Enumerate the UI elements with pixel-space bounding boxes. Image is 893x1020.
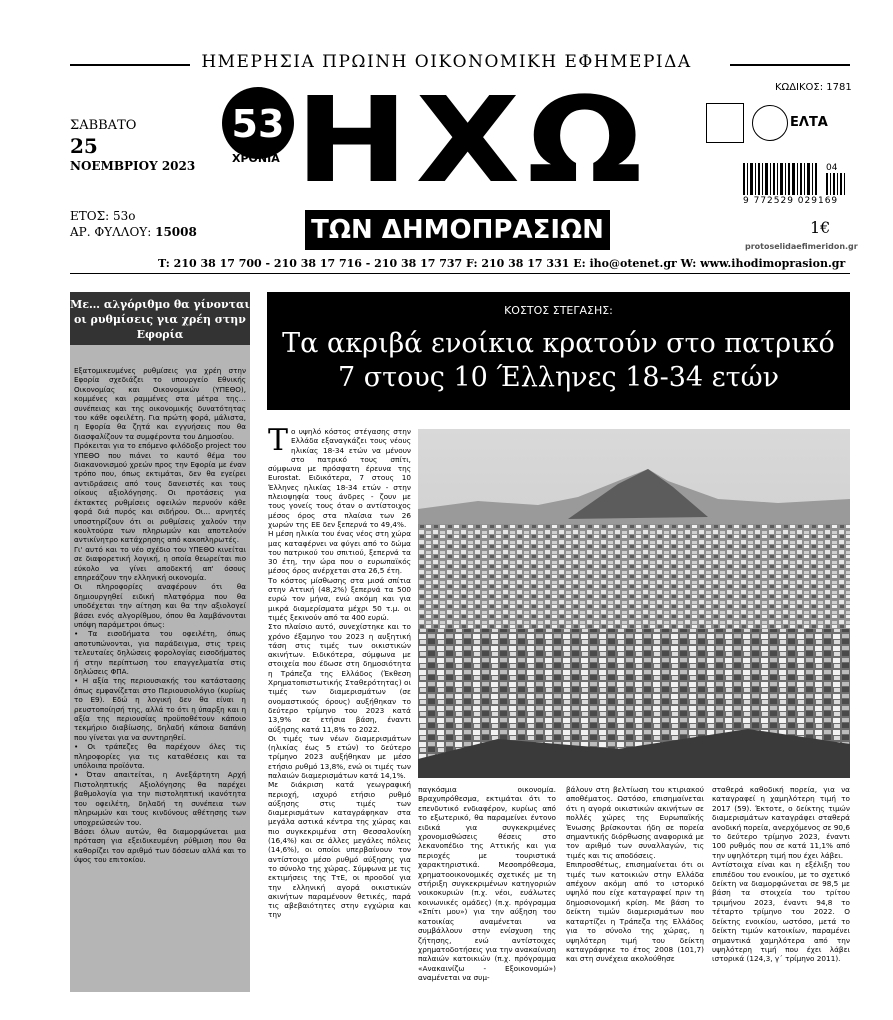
elta-logo: ΕΛΤΑ	[790, 115, 828, 130]
newspaper-logo: ΗΧΩ	[295, 71, 650, 209]
athens-cityscape-photo	[418, 429, 850, 778]
watermark: protoselidaefimeridon.gr	[745, 242, 858, 251]
postage-paid-stamp	[706, 103, 744, 143]
lead-paragraph: Επιπροσθέτως, επισημαίνεται ότι οι τιμές των κατοικιών στην Ελλάδα απέχουν ακόμη από το ιστορικό υψηλό που είχε καταγραφεί πριν τη δημοσιονομική κρίση. Με βάση το δείκτη τιμών διαμερισμάτων που καταρτίζει η Τράπεζα της Ελλάδος για το σύνολο της χώρας, η υψηλότερη τιμή του δείκτη καταγράφηκε το έτος 2008 (101,7) και στη συνέχεια ακολούθησε	[566, 860, 704, 964]
lead-paragraph: σταθερά καθοδική πορεία, για να καταγραφεί η χαμηλότερη τιμή το 2017 (59). Έκτοτε, ο δείκτης τιμών διαμερισμάτων καταγράφει σταθερά ανοδική πορεία, ανερχόμενος σε 90,6 το δεύτερο τρίμηνο 2023, έναντι 100 ρυθμός που σε κατά 11,1% από την υψηλότερη τιμή που έχει λάβει.	[712, 785, 850, 860]
lead-headline-line1: Τα ακριβά ενοίκια κρατούν στο πατρικό	[282, 328, 835, 359]
lead-column-2: παγκόσμια οικονομία. Βραχυπρόθεσμα, εκτιμάται ότι το επενδυτικό ενδιαφέρον, κυρίως από το εξωτερικό, θα παραμείνει έντονο ειδικά για συγκεκριμένες χρονομισθώσεις θέσεις στο λεκανοπέδιο της Αττικής και για περιοχές με τουριστικά χαρακτηριστικά. Μεσοπρόθεσμα, χρηματοοικονομικές σχετικές με τη στήριξη συγκεκριμένων κατηγοριών νοικοκυριών (π.χ. νέοι, ευάλωτες κοινωνικές ομάδες) (π.χ. πρόγραμμα «Σπίτι μου») για την αύξηση του κατοικίας αναμένεται να συμβάλλουν στην ενίσχυση της ζήτησης, ενώ αντίστοιχες χρηματοδοτήσεις για την ανακαίνιση παλαιών κατοικιών (π.χ. πρόγραμμα «Ανακαινίζω - Εξοικονομώ») αναμένεται να συμ-	[418, 785, 556, 983]
lead-paragraph: Στο πλαίσιο αυτό, συνεχίστηκε και το χρόνο έξαμηνο του 2023 η αυξητική τάση στις τιμές των οικιστικών ακινήτων. Ειδικότερα, σύμφωνα με στοιχεία που έδωσε στη δημοσιότητα η Τράπεζα της Ελλάδος (Έκθεση Χρηματοπιστωτικής Σταθερότητας) οι τιμές των διαμερισμάτων (σε ονομαστικούς όρους) αυξήθηκαν το δεύτερο τρίμηνο του 2023 κατά 13,9% σε ετήσια βάση, έναντι αύξησης κατά 11,8% το 2022.	[268, 622, 411, 734]
lead-headline-box	[267, 292, 850, 410]
barcode-addon-number: 04	[826, 163, 838, 173]
month-year: ΝΟΕΜΒΡΙΟΥ 2023	[70, 159, 196, 173]
sidebar-paragraph: • Όταν απαιτείται, η Ανεξάρτητη Αρχή Πιστοληπτικής Αξιολόγησης θα παρέχει βαθμολογία για την πιστοληπτική ικανότητα του οφειλέτη, δηλαδή τη συνέπεια των πληρωμών και τους κινδύνους αθέτησης των υποχρεώσεών του.	[74, 770, 246, 827]
lead-paragraph: Αντίστοιχα είναι και η εξέλιξη του επιπέδου του ενοικίου, με το σχετικό δείκτη να διαμορφώνεται σε 98,5 με βάση τα στοιχεία του τρίτου τριμήνου 2023, έναντι 94,8 το τέταρτο τρίμηνο του 2022. Ο δείκτης ενοικίου, ωστόσο, μετά το δείκτη τιμών κατοικίων, παραμένει σημαντικά χαμηλότερα από την υψηλότερη τιμή που έχει λάβει ιστορικά (124,3, γ΄ τρίμηνο 2011).	[712, 860, 850, 964]
day: 25	[70, 134, 98, 158]
issue-meta	[70, 208, 197, 240]
price: 1€	[810, 218, 831, 237]
sidebar-paragraph: Οι πληροφορίες αναφέρουν ότι θα δημιουργηθεί ειδική πλατφόρμα που θα υποδέχεται την αίτηση και θα την αξιολογεί βάσει ενός αλγορίθμου, όπου θα λαμβάνονται υπόψη παράμετροι όπως:	[74, 582, 246, 629]
dropcap: Τ	[268, 423, 289, 458]
sidebar-headline: Με… αλγόριθμο θα γίνονται οι ρυθμίσεις για χρέη στην Εφορία	[70, 292, 250, 345]
date-block	[70, 118, 195, 174]
contact-rule	[70, 273, 850, 274]
sidebar-paragraph: Εξατομικευμένες ρυθμίσεις για χρέη στην Εφορία σχεδιάζει το υπουργείο Εθνικής Οικονομίας και Οικονομικών (ΥΠΕΘΟ), κομμένες και ραμμένες στα μέτρα της… συνέπειας και της οικονομικής δυνατότητας του κάθε οφειλέτη. Για πρώτη φορά, μάλιστα, η Εφορία θα ζητά και εγγυήσεις που θα διασφαλίζουν τα συμφέροντα του Δημοσίου.	[74, 366, 246, 441]
issue-number: 15008	[155, 225, 197, 239]
lead-paragraph: βάλουν στη βελτίωση του κτιριακού αποθέματος. Ωστόσο, επισημαίνεται ότι η αγορά οικιστικών ακινήτων σε πολλές χώρες της Ευρωπαϊκής Ένωσης βρίσκονται ήδη σε πορεία σημαντικής διόρθωσης αναφορικά με τον αριθμό των συναλλαγών, τις τιμές και τις αποδόσεις.	[566, 785, 704, 860]
product-code: ΚΩΔΙΚΟΣ: 1781	[775, 82, 852, 93]
sidebar-paragraph: Βάσει όλων αυτών, θα διαμορφώνεται μια πρόταση για εξειδικευμένη ρύθμιση που θα καθορίζει τον αριθμό των δόσεων αλλά και το ύψος του επιτοκίου.	[74, 826, 246, 865]
lead-paragraph: Με διάκριση κατά γεωγραφική περιοχή, ισχυρό ετήσιο ρυθμό αύξησης στις τιμές των διαμερισμάτων καταγράφηκαν στα μεγάλα αστικά κέντρα της χώρας και πιο συγκεκριμένα στη Θεσσαλονίκη (16,4%) και σε άλλες μεγάλες πόλεις (14,6%), οι οποίοι υπερβαίνουν τον αντίστοιχο μέσο ρυθμό αύξησης για το σύνολο της χώρας. Σύμφωνα με τις εκτιμήσεις της ΤτΕ, οι προοδοί για την ελληνική αγορά οικιστικών ακινήτων παραμένουν θετικές, παρά τις αβεβαιότητες στην εγχώρια και την	[268, 780, 411, 920]
sidebar-paragraph: • Η αξία της περιουσιακής του κατάστασης όπως εμφανίζεται στο Περιουσιολόγιο (κυρίως το Ε9). Εδώ η λογική δεν θα είναι η ρευστοποίησή της, αλλά το ότι η ύπαρξη και η αξία της περιουσίας προϋποθέτουν κάποιο τεκμήριο διαβίωσης, δηλαδή κάποια δαπάνη που γίνεται για να συντηρηθεί.	[74, 676, 246, 742]
barcode-digits: 9 772529 029169	[743, 196, 839, 206]
lead-headline-line2: 7 στους 10 Έλληνες 18-34 ετών	[337, 362, 780, 393]
barcode-addon-icon	[826, 173, 846, 195]
round-seal-stamp	[752, 105, 788, 141]
lead-headline	[267, 327, 850, 395]
barcode-icon	[743, 163, 818, 195]
lead-paragraph: Το κόστος μίσθωσης στα μισά σπίτια στην Αττική (48,2%) ξεπερνά τα 500 ευρώ τον μήνα, ενώ ακόμη και για μικρά διαμερίσματα μέχρι 50 τ.μ. οι τιμές ξεκινούν από τα 400 ευρώ.	[268, 575, 411, 622]
sidebar-paragraph: Πρόκειται για το επόμενο φιλόδοξο project του ΥΠΕΘΟ που πιάνει το καυτό θέμα του διακανονισμού χρεών προς την Εφορία με έναν τρόπο που, όπως εκτιμάται, δεν θα εγείρει αντιδράσεις από τους δανειστές και τους οίκους αξιολόγησης. Οι προτάσεις για έκτακτες ρυθμίσεις οφειλών περνούν κάθε φορά διά πυρός και σιδήρου. Οι… αρνητές υποστηρίζουν ότι οι ρυθμίσεις χαλούν την κουλτούρα των πληρωμών και αποτελούν αντικίνητρο κατάχρησης από κακοπληρωτές.	[74, 441, 246, 545]
lead-column-4	[712, 785, 850, 964]
sidebar-paragraph: • Τα εισοδήματα του οφειλέτη, όπως αποτυπώνονται, για παράδειγμα, στις τρεις τελευταίες δηλώσεις φορολογίας εισοδήματος ή στην περίπτωση του επαγγελματία στις δηλώσεις ΦΠΑ.	[74, 629, 246, 676]
year-label: ΕΤΟΣ: 53ο	[70, 209, 136, 223]
lead-kicker: ΚΟΣΤΟΣ ΣΤΕΓΑΣΗΣ:	[504, 304, 613, 317]
lead-column-1	[268, 423, 411, 920]
badge-label: ΧΡΟΝΙΑ	[232, 152, 280, 165]
newspaper-subtitle: ΤΩΝ ΔΗΜΟΠΡΑΣΙΩΝ	[305, 210, 610, 250]
sidebar-paragraph: Γι' αυτό και το νέο σχέδιο του ΥΠΕΘΟ κινείται σε διαφορετική λογική, η οποία θεωρείται πιο εύκολο να γίνει αποδεκτή απ' όσους επηρεάζουν την ελληνική οικονομία.	[74, 544, 246, 582]
sidebar-paragraph: • Οι τράπεζες θα παρέχουν όλες τις πληροφορίες για τις καταθέσεις και τα υπόλοιπα προϊόντα.	[74, 742, 246, 771]
lead-paragraph: Η μέση ηλικία του ένας νέος στη χώρα μας καταφέρνει να φύγει από το δώμα του πατρικού του σπιτιού, ξεπερνά τα 30 έτη, την ώρα που ο ευρωπαϊκός μέσος όρος ανέρχεται στα 26,5 έτη.	[268, 529, 411, 576]
lead-column-3	[566, 785, 704, 964]
masthead-tagline: ΗΜΕΡΗΣΙΑ ΠΡΩΙΝΗ ΟΙΚΟΝΟΜΙΚΗ ΕΦΗΜΕΡΙΔΑ	[201, 52, 692, 72]
lead-paragraph: ο υψηλό κόστος στέγασης στην Ελλάδα εξαναγκάζει τους νέους ηλικίας 18-34 ετών να μένουν στο πατρικό τους σπίτι, σύμφωνα με πρόσφατη έρευνα της Eurostat. Ειδικότερα, 7 στους 10 Έλληνες ηλικίας 18-34 ετών - στην πλειοψηφία τους άνδρες - ζουν με τους γονείς τους όταν ο αντίστοιχος μέσος όρος στα πλαίσια των 26 χωρών της ΕΕ δεν ξεπερνά το 49,4%.	[268, 427, 411, 529]
issue-label: ΑΡ. ΦΥΛΛΟΥ:	[70, 225, 152, 239]
sidebar-article	[74, 366, 246, 865]
contact-line: T: 210 38 17 700 - 210 38 17 716 - 210 38 17 737 F: 210 38 17 331 E: iho@otenet.gr W: www.ihodimoprasion.gr	[158, 257, 846, 270]
lead-paragraph: Οι τιμές των νέων διαμερισμάτων (ηλικίας έως 5 ετών) το δεύτερο τρίμηνο 2023 αυξήθηκαν με μέσο ετήσιο ρυθμό 13,8%, ενώ οι τιμές των παλαιών διαμερισμάτων κατά 14,1%.	[268, 733, 411, 780]
weekday: ΣΑΒΒΑΤΟ	[70, 118, 137, 133]
badge-number: 53	[231, 102, 285, 146]
